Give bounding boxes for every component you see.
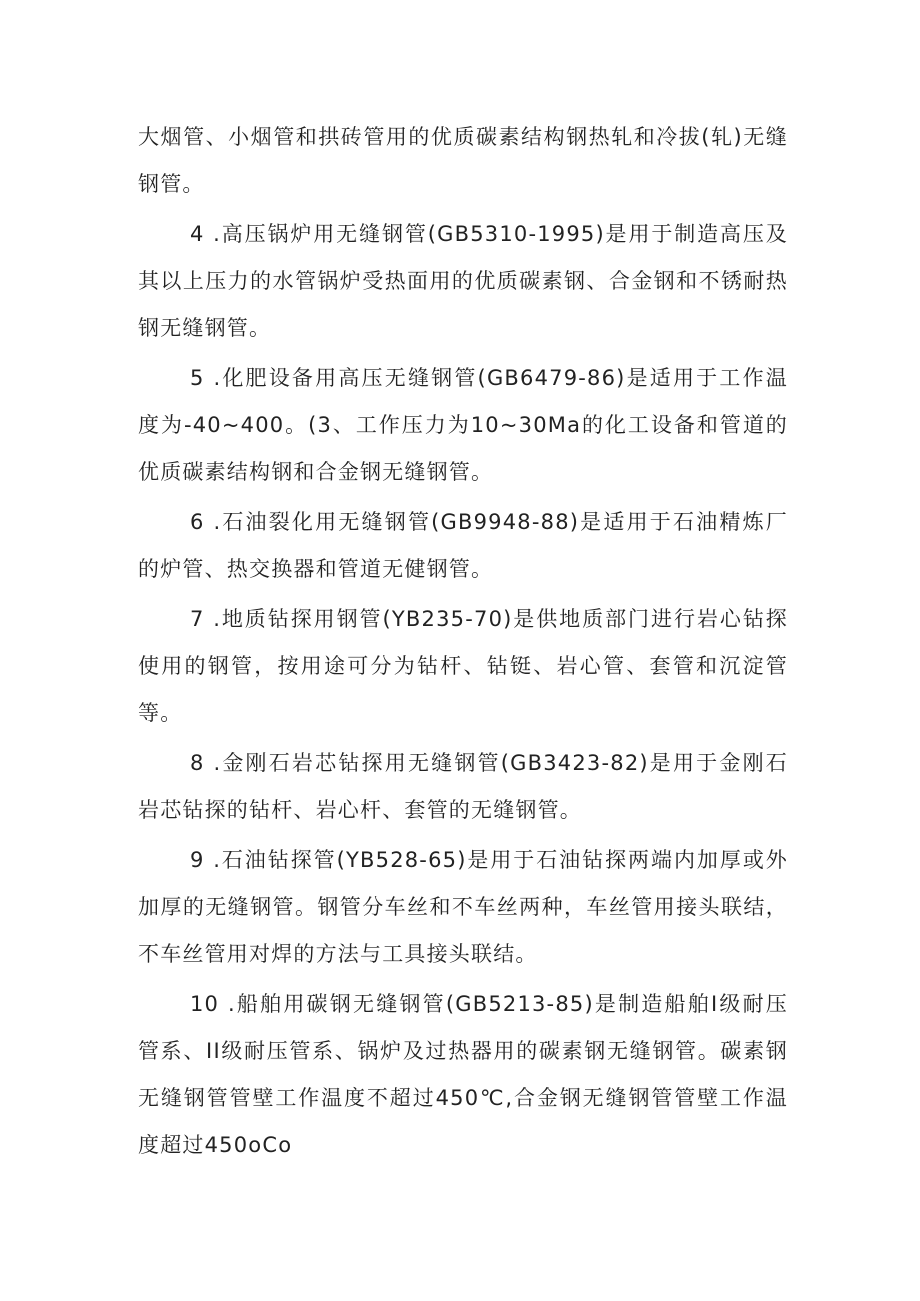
paragraph-item-6: 6 .石油裂化用无缝钢管(GB9948-88)是适用于石油精炼厂的炉管、热交换器和管道无健钢管。 — [138, 510, 788, 581]
paragraph-item-10: 10 .船舶用碳钢无缝钢管(GB5213-85)是制造船舶I级耐压管系、II级耐压管系、锅炉及过热器用的碳素钢无缝钢管。碳素钢无缝钢管管壁工作温度不超过450℃,合金钢无缝钢管管壁工作温度超过450oCo — [138, 992, 788, 1157]
paragraph-item-8: 8 .金刚石岩芯钻探用无缝钢管(GB3423-82)是用于金刚石岩芯钻探的钻杆、岩心杆、套管的无缝钢管。 — [138, 751, 788, 822]
paragraph-item-5: 5 .化肥设备用高压无缝钢管(GB6479-86)是适用于工作温度为-40~400。(3、工作压力为10~30Ma的化工设备和管道的优质碳素结构钢和合金钢无缝钢管。 — [138, 366, 788, 484]
paragraph-item-7: 7 .地质钻探用钢管(YB235-70)是供地质部门进行岩心钻探使用的钢管，按用途可分为钻杆、钻铤、岩心管、套管和沉淀管等。 — [138, 607, 788, 725]
paragraph-item-4: 4 .高压锅炉用无缝钢管(GB5310-1995)是用于制造高压及其以上压力的水管锅炉受热面用的优质碳素钢、合金钢和不锈耐热钢无缝钢管。 — [138, 222, 788, 340]
document-body — [138, 114, 788, 1172]
paragraph-item-9: 9 .石油钻探管(YB528-65)是用于石油钻探两端内加厚或外加厚的无缝钢管。钢管分车丝和不车丝两种，车丝管用接头联结，不车丝管用对焊的方法与工具接头联结。 — [138, 848, 788, 966]
paragraph-continuation: 大烟管、小烟管和拱砖管用的优质碳素结构钢热轧和冷拔(轧)无缝钢管。 — [138, 125, 788, 196]
